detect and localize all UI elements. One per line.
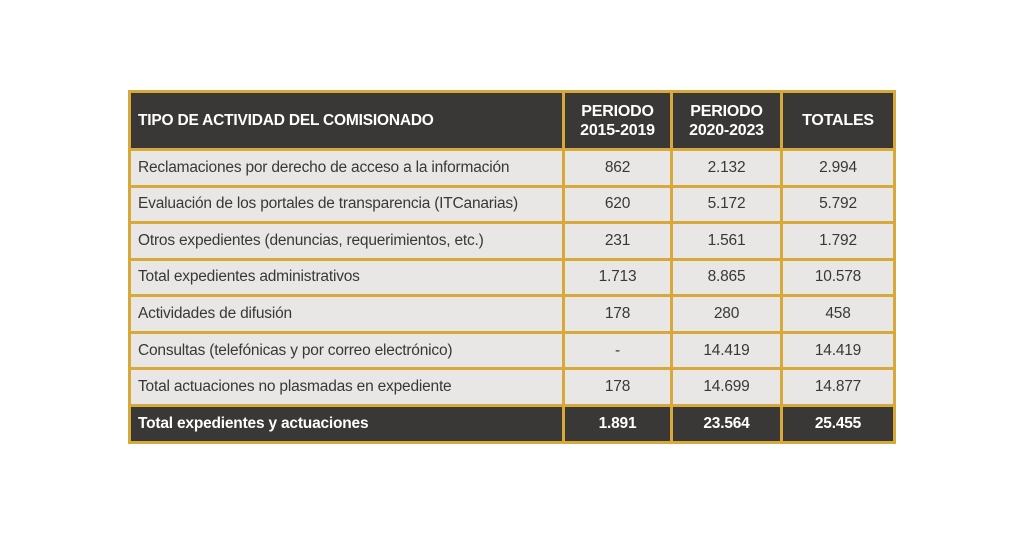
row-label: Consultas (telefónicas y por correo electrónico) [131, 334, 562, 368]
table-row [131, 188, 893, 222]
table-row [131, 151, 893, 185]
footer-period1-total: 1.891 [565, 407, 670, 441]
activity-table-container [128, 90, 896, 444]
header-period-2020-2023 [673, 93, 780, 148]
row-label: Total expedientes administrativos [131, 261, 562, 295]
row-total-value: 2.994 [783, 151, 893, 185]
footer-grand-total: 25.455 [783, 407, 893, 441]
header-row [131, 93, 893, 148]
row-period1-value: 862 [565, 151, 670, 185]
header-period1-line1: PERIODO [581, 102, 654, 120]
table-row [131, 261, 893, 295]
row-period1-value: 178 [565, 370, 670, 404]
row-total-value: 1.792 [783, 224, 893, 258]
footer-total-row [131, 407, 893, 441]
table-footer [131, 407, 893, 441]
row-label: Reclamaciones por derecho de acceso a la información [131, 151, 562, 185]
table-row [131, 370, 893, 404]
row-period2-value: 8.865 [673, 261, 780, 295]
row-period1-value: 1.713 [565, 261, 670, 295]
header-period2-line2: 2020-2023 [689, 121, 764, 139]
activity-table [128, 90, 896, 444]
table-header [131, 93, 893, 148]
row-period2-value: 280 [673, 297, 780, 331]
row-period2-value: 14.699 [673, 370, 780, 404]
row-period1-value: 620 [565, 188, 670, 222]
table-row [131, 297, 893, 331]
row-period1-value: 178 [565, 297, 670, 331]
row-label: Total actuaciones no plasmadas en expediente [131, 370, 562, 404]
row-total-value: 14.419 [783, 334, 893, 368]
header-totals: TOTALES [783, 93, 893, 148]
footer-period2-total: 23.564 [673, 407, 780, 441]
row-period2-value: 14.419 [673, 334, 780, 368]
table-row [131, 334, 893, 368]
header-period1-line2: 2015-2019 [580, 121, 655, 139]
row-total-value: 458 [783, 297, 893, 331]
row-total-value: 14.877 [783, 370, 893, 404]
header-period-2015-2019 [565, 93, 670, 148]
footer-label: Total expedientes y actuaciones [131, 407, 562, 441]
row-period2-value: 1.561 [673, 224, 780, 258]
row-label: Evaluación de los portales de transparencia (ITCanarias) [131, 188, 562, 222]
row-label: Actividades de difusión [131, 297, 562, 331]
table-row [131, 224, 893, 258]
row-total-value: 5.792 [783, 188, 893, 222]
header-period2-line1: PERIODO [690, 102, 763, 120]
row-period1-value: 231 [565, 224, 670, 258]
header-activity-type: TIPO DE ACTIVIDAD DEL COMISIONADO [131, 93, 562, 148]
row-period2-value: 5.172 [673, 188, 780, 222]
row-period2-value: 2.132 [673, 151, 780, 185]
row-period1-value: - [565, 334, 670, 368]
row-label: Otros expedientes (denuncias, requerimientos, etc.) [131, 224, 562, 258]
table-body [131, 151, 893, 404]
row-total-value: 10.578 [783, 261, 893, 295]
